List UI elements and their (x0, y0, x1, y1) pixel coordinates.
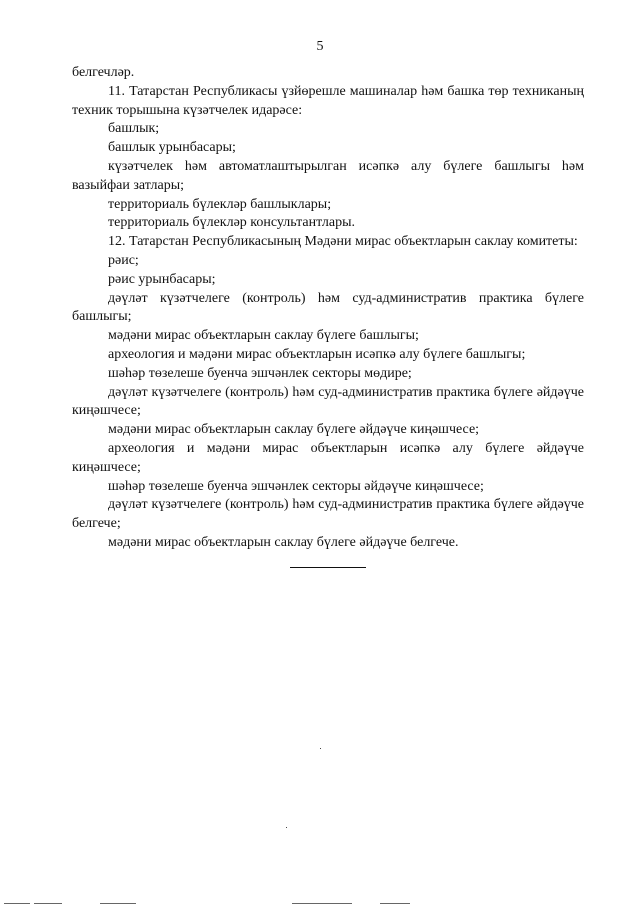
scan-edge-mark (4, 903, 30, 904)
paragraph-line: мәдәни мирас объектларын саклау бүлеге башлыгы; (108, 328, 419, 344)
scan-speck (320, 748, 321, 749)
page-number: 5 (316, 39, 324, 54)
paragraph-line: 11. Татарстан Республикасы үзйөрешле машиналар һәм башка төр техниканың техник торышына күзәтчелек идарәсе: (72, 83, 584, 118)
paragraph-line: 12. Татарстан Республикасының Мәдәни мирас объектларын саклау комитеты: (108, 234, 578, 250)
paragraph-line: рәис урынбасары; (108, 271, 216, 287)
end-divider-line (290, 567, 366, 568)
document-body (72, 64, 584, 553)
paragraph-line: археология и мәдәни мирас объектларын исәпкә алу бүлеге башлыгы; (108, 346, 526, 362)
scan-edge-mark (380, 903, 410, 904)
paragraph-line: территориаль бүлекләр башлыклары; (108, 196, 332, 212)
paragraph-line: дәүләт күзәтчелеге (контроль) һәм суд-административ практика бүлеге әйдәүче киңәшчесе; (72, 384, 584, 419)
scan-bottom-edge (0, 899, 640, 905)
paragraph-line: шәһәр төзелеше буенча эшчәнлек секторы мөдире; (108, 365, 412, 381)
scan-edge-mark (100, 903, 136, 904)
scan-edge-mark (34, 903, 62, 904)
paragraph-line: белгечләр. (72, 65, 135, 80)
paragraph-line: башлык урынбасары; (108, 140, 236, 156)
scan-edge-mark (292, 903, 352, 904)
scan-speck (286, 827, 287, 828)
paragraph-line: рәис; (108, 252, 139, 268)
paragraph-line: шәһәр төзелеше буенча эшчәнлек секторы әйдәүче киңәшчесе; (108, 478, 484, 494)
paragraph-line: археология и мәдәни мирас объектларын исәпкә алу бүлеге әйдәүче киңәшчесе; (72, 440, 584, 475)
paragraph-line: территориаль бүлекләр консультантлары. (108, 215, 355, 231)
paragraph-line: дәүләт күзәтчелеге (контроль) һәм суд-административ практика бүлеге башлыгы; (72, 290, 584, 325)
paragraph-line: мәдәни мирас объектларын саклау бүлеге әйдәүче белгече. (108, 534, 459, 550)
paragraph-line: дәүләт күзәтчелеге (контроль) һәм суд-административ практика бүлеге әйдәүче белгече; (72, 497, 584, 532)
paragraph-line: мәдәни мирас объектларын саклау бүлеге әйдәүче киңәшчесе; (108, 422, 480, 438)
paragraph-line: күзәтчелек һәм автоматлаштырылган исәпкә алу бүлеге башлыгы һәм вазыйфаи затлары; (72, 158, 584, 193)
paragraph-line: башлык; (108, 121, 160, 137)
